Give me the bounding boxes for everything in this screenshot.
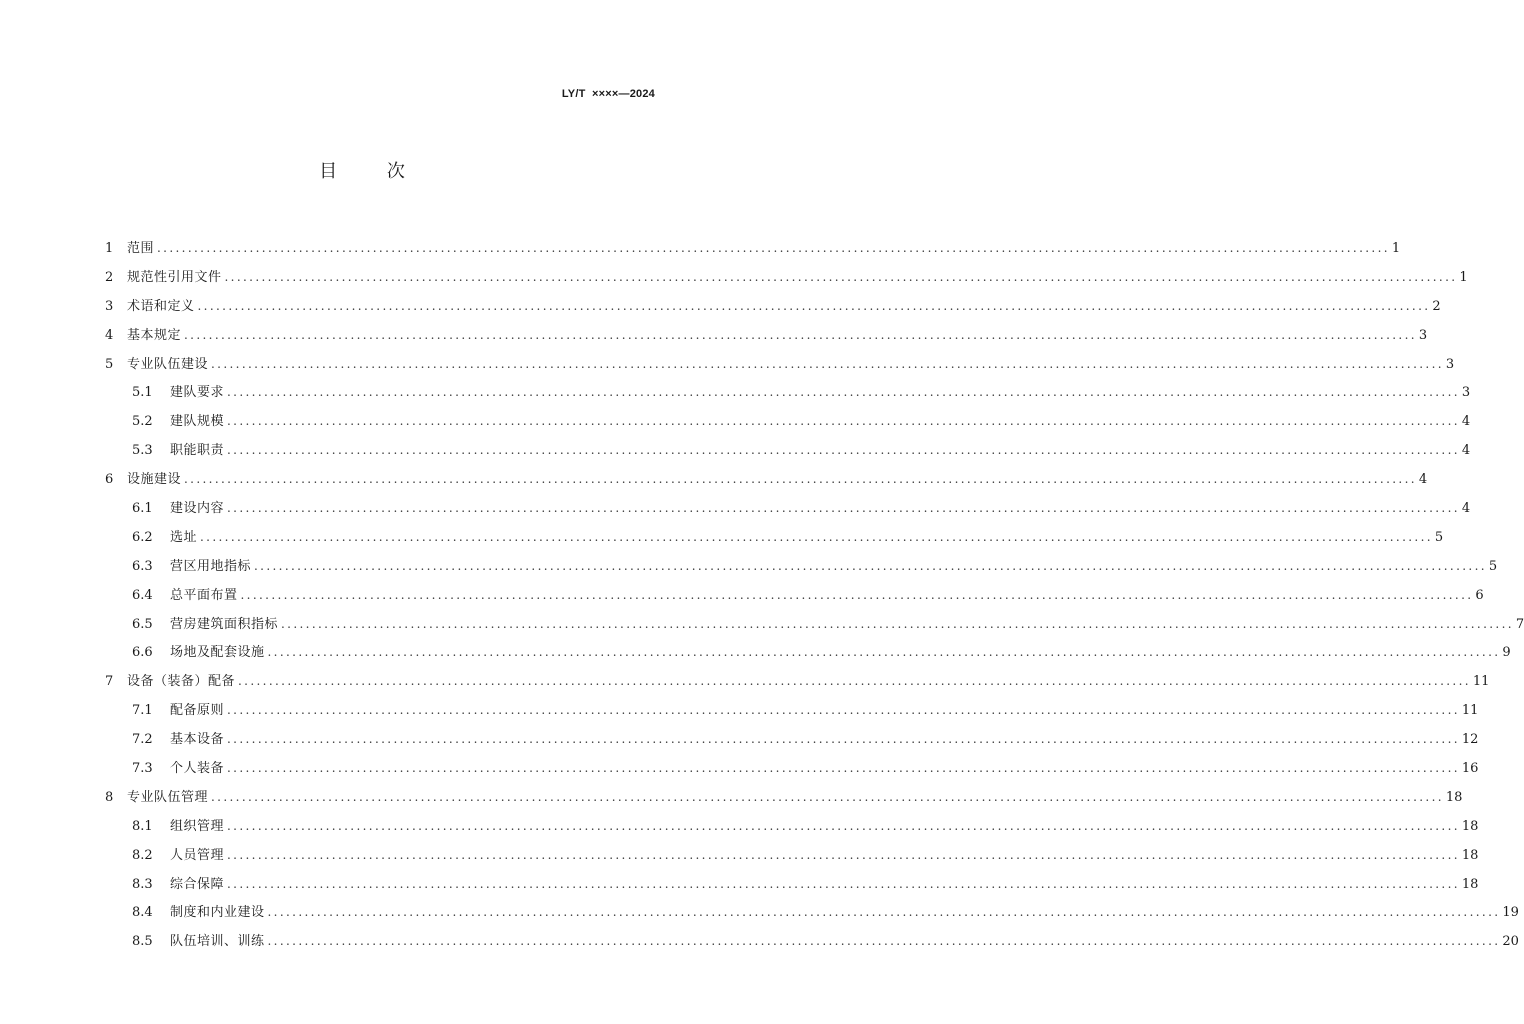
toc-dot-leader: ........................................................................................................................................................................................................	[184, 472, 1417, 487]
toc-entry-label: 总平面布置	[170, 587, 238, 603]
toc-entry-label: 营区用地指标	[170, 558, 252, 574]
toc-entry[interactable]	[105, 729, 1479, 758]
toc-entry-page-number: 18	[1461, 876, 1479, 892]
toc-entry[interactable]	[105, 440, 1471, 469]
toc-dot-leader: ........................................................................................................................................................................................................	[227, 761, 1460, 776]
toc-entry-number: 5.2	[132, 414, 153, 430]
toc-entry[interactable]	[105, 845, 1479, 874]
toc-entry[interactable]	[105, 556, 1498, 585]
toc-entry-label: 建队要求	[170, 385, 225, 401]
toc-entry-number: 8.3	[132, 876, 153, 892]
toc-entry-number: 6	[105, 472, 114, 488]
toc-entry-label: 规范性引用文件	[127, 269, 222, 285]
toc-entry-label: 选址	[170, 529, 198, 545]
toc-entry-page-number: 9	[1502, 645, 1511, 661]
toc-entry[interactable]	[105, 354, 1455, 383]
toc-entry-number: 8.5	[132, 934, 153, 950]
standard-code: LY/T ××××—2024	[561, 88, 655, 100]
toc-entry-number: 6.5	[132, 616, 153, 632]
toc-entry-page-number: 12	[1461, 732, 1479, 748]
toc-dot-leader: ........................................................................................................................................................................................................	[227, 876, 1460, 891]
toc-entry-page-number: 11	[1472, 674, 1490, 690]
toc-entry-page-number: 3	[1445, 356, 1455, 372]
toc-entry-number: 8.2	[132, 847, 153, 863]
toc-entry-number: 6.6	[132, 645, 153, 661]
toc-entry-label: 专业队伍管理	[127, 789, 209, 805]
toc-entry[interactable]	[105, 238, 1401, 267]
toc-entry[interactable]	[105, 585, 1484, 614]
toc-entry-page-number: 5	[1434, 529, 1444, 545]
toc-dot-leader: ........................................................................................................................................................................................................	[227, 414, 1460, 429]
toc-entry-number: 6.3	[132, 558, 153, 574]
toc-entry-page-number: 4	[1461, 501, 1471, 517]
toc-entry-label: 基本规定	[127, 327, 182, 343]
toc-entry-label: 基本设备	[170, 732, 225, 748]
toc-entry-number: 7	[105, 674, 114, 690]
toc-dot-leader: ........................................................................................................................................................................................................	[227, 732, 1460, 747]
toc-entry-number: 8	[105, 789, 114, 805]
toc-entry-label: 配备原则	[170, 703, 225, 719]
toc-entry[interactable]	[105, 325, 1428, 354]
toc-entry-label: 设施建设	[127, 472, 182, 488]
toc-entry-number: 4	[105, 327, 114, 343]
toc-dot-leader: ........................................................................................................................................................................................................	[157, 241, 1390, 255]
toc-dot-leader: ........................................................................................................................................................................................................	[267, 645, 1501, 660]
toc-entry-page-number: 11	[1461, 703, 1479, 719]
toc-entry-number: 7.1	[132, 703, 153, 719]
toc-dot-leader: ........................................................................................................................................................................................................	[227, 703, 1460, 718]
toc-dot-leader: ........................................................................................................................................................................................................	[227, 501, 1460, 516]
toc-entry-label: 营房建筑面积指标	[170, 616, 279, 632]
toc-entry-page-number: 5	[1488, 558, 1498, 574]
toc-entry-page-number: 7	[1515, 616, 1524, 632]
toc-dot-leader: ........................................................................................................................................................................................................	[227, 443, 1460, 458]
toc-dot-leader: ........................................................................................................................................................................................................	[254, 558, 1487, 573]
toc-entry-number: 6.1	[132, 501, 153, 517]
toc-entry-number: 3	[105, 298, 114, 314]
toc-dot-leader: ........................................................................................................................................................................................................	[238, 674, 1471, 689]
toc-entry-page-number: 4	[1461, 443, 1471, 459]
toc-entry-number: 8.1	[132, 818, 153, 834]
toc-dot-leader: ........................................................................................................................................................................................................	[184, 327, 1417, 342]
toc-entry[interactable]	[105, 758, 1479, 787]
toc-entry[interactable]	[105, 498, 1471, 527]
toc-entry-page-number: 18	[1461, 818, 1479, 834]
toc-entry[interactable]	[105, 787, 1463, 816]
toc-dot-leader: ........................................................................................................................................................................................................	[211, 789, 1444, 804]
toc-entry[interactable]	[105, 902, 1519, 931]
toc-entry[interactable]	[105, 382, 1471, 411]
toc-entry-number: 7.3	[132, 761, 153, 777]
toc-entry-label: 人员管理	[170, 847, 225, 863]
toc-entry-page-number: 18	[1445, 789, 1463, 805]
toc-entry-label: 制度和内业建设	[170, 905, 265, 921]
toc-entry-page-number: 4	[1418, 472, 1428, 488]
toc-dot-leader: ........................................................................................................................................................................................................	[267, 905, 1501, 920]
toc-dot-leader: ........................................................................................................................................................................................................	[211, 356, 1444, 371]
toc-entry-number: 5.1	[132, 385, 153, 401]
toc-entry[interactable]	[105, 614, 1524, 643]
toc-entry-number: 7.2	[132, 732, 153, 748]
toc-dot-leader: ........................................................................................................................................................................................................	[267, 934, 1501, 949]
toc-entry-number: 2	[105, 269, 114, 285]
toc-dot-leader: ........................................................................................................................................................................................................	[224, 269, 1458, 284]
toc-title: 目 次	[319, 161, 427, 182]
toc-entry-number: 5	[105, 356, 114, 372]
toc-entry-page-number: 1	[1391, 241, 1401, 256]
toc-entry-page-number: 2	[1432, 298, 1441, 314]
toc-entry[interactable]	[105, 874, 1479, 903]
toc-entry[interactable]	[105, 642, 1511, 671]
toc-entry-page-number: 19	[1502, 905, 1519, 921]
toc-entry-label: 术语和定义	[127, 298, 195, 314]
toc-entry-page-number: 16	[1461, 761, 1479, 777]
toc-entry-label: 综合保障	[170, 876, 225, 892]
toc-entry-page-number: 6	[1475, 587, 1484, 603]
toc-entry[interactable]	[105, 527, 1444, 556]
toc-entry-number: 6.4	[132, 587, 153, 603]
toc-entry-label: 范围	[127, 241, 155, 256]
toc-entry[interactable]	[105, 296, 1441, 325]
toc-entry-page-number: 4	[1461, 414, 1471, 430]
toc-entry-label: 建设内容	[170, 501, 225, 517]
toc-entry-label: 建队规模	[170, 414, 225, 430]
toc-dot-leader: ........................................................................................................................................................................................................	[227, 385, 1460, 400]
toc-dot-leader: ........................................................................................................................................................................................................	[227, 847, 1460, 862]
toc-entry-label: 专业队伍建设	[127, 356, 209, 372]
toc-entry[interactable]	[105, 671, 1490, 700]
toc-entry-label: 组织管理	[170, 818, 225, 834]
toc-entry[interactable]	[105, 411, 1471, 440]
toc-entry-page-number: 3	[1418, 327, 1428, 343]
toc-dot-leader: ........................................................................................................................................................................................................	[197, 298, 1431, 313]
toc-dot-leader: ........................................................................................................................................................................................................	[240, 587, 1474, 602]
toc-entry-label: 场地及配套设施	[170, 645, 265, 661]
toc-entry[interactable]	[105, 267, 1468, 296]
toc-entry-page-number: 18	[1461, 847, 1479, 863]
toc-entry-label: 队伍培训、训练	[170, 934, 265, 950]
toc-entry-label: 设备（装备）配备	[127, 674, 236, 690]
toc-entry-label: 个人装备	[170, 761, 225, 777]
toc-dot-leader: ........................................................................................................................................................................................................	[200, 529, 1433, 544]
toc-dot-leader: ........................................................................................................................................................................................................	[227, 818, 1460, 833]
toc-entry-number: 1	[105, 241, 114, 256]
toc-entry-number: 5.3	[132, 443, 153, 459]
toc-entry[interactable]	[105, 700, 1479, 729]
toc-entry-page-number: 20	[1502, 934, 1519, 950]
toc-entry-page-number: 3	[1461, 385, 1471, 401]
toc-entry-number: 6.2	[132, 529, 153, 545]
toc-entry-number: 8.4	[132, 905, 153, 921]
toc-entry[interactable]	[105, 469, 1428, 498]
toc-entry[interactable]	[105, 816, 1479, 845]
toc-entry[interactable]	[105, 931, 1519, 960]
table-of-contents	[105, 238, 1524, 960]
toc-entry-page-number: 1	[1459, 269, 1468, 285]
toc-entry-label: 职能职责	[170, 443, 225, 459]
toc-dot-leader: ........................................................................................................................................................................................................	[281, 616, 1514, 631]
